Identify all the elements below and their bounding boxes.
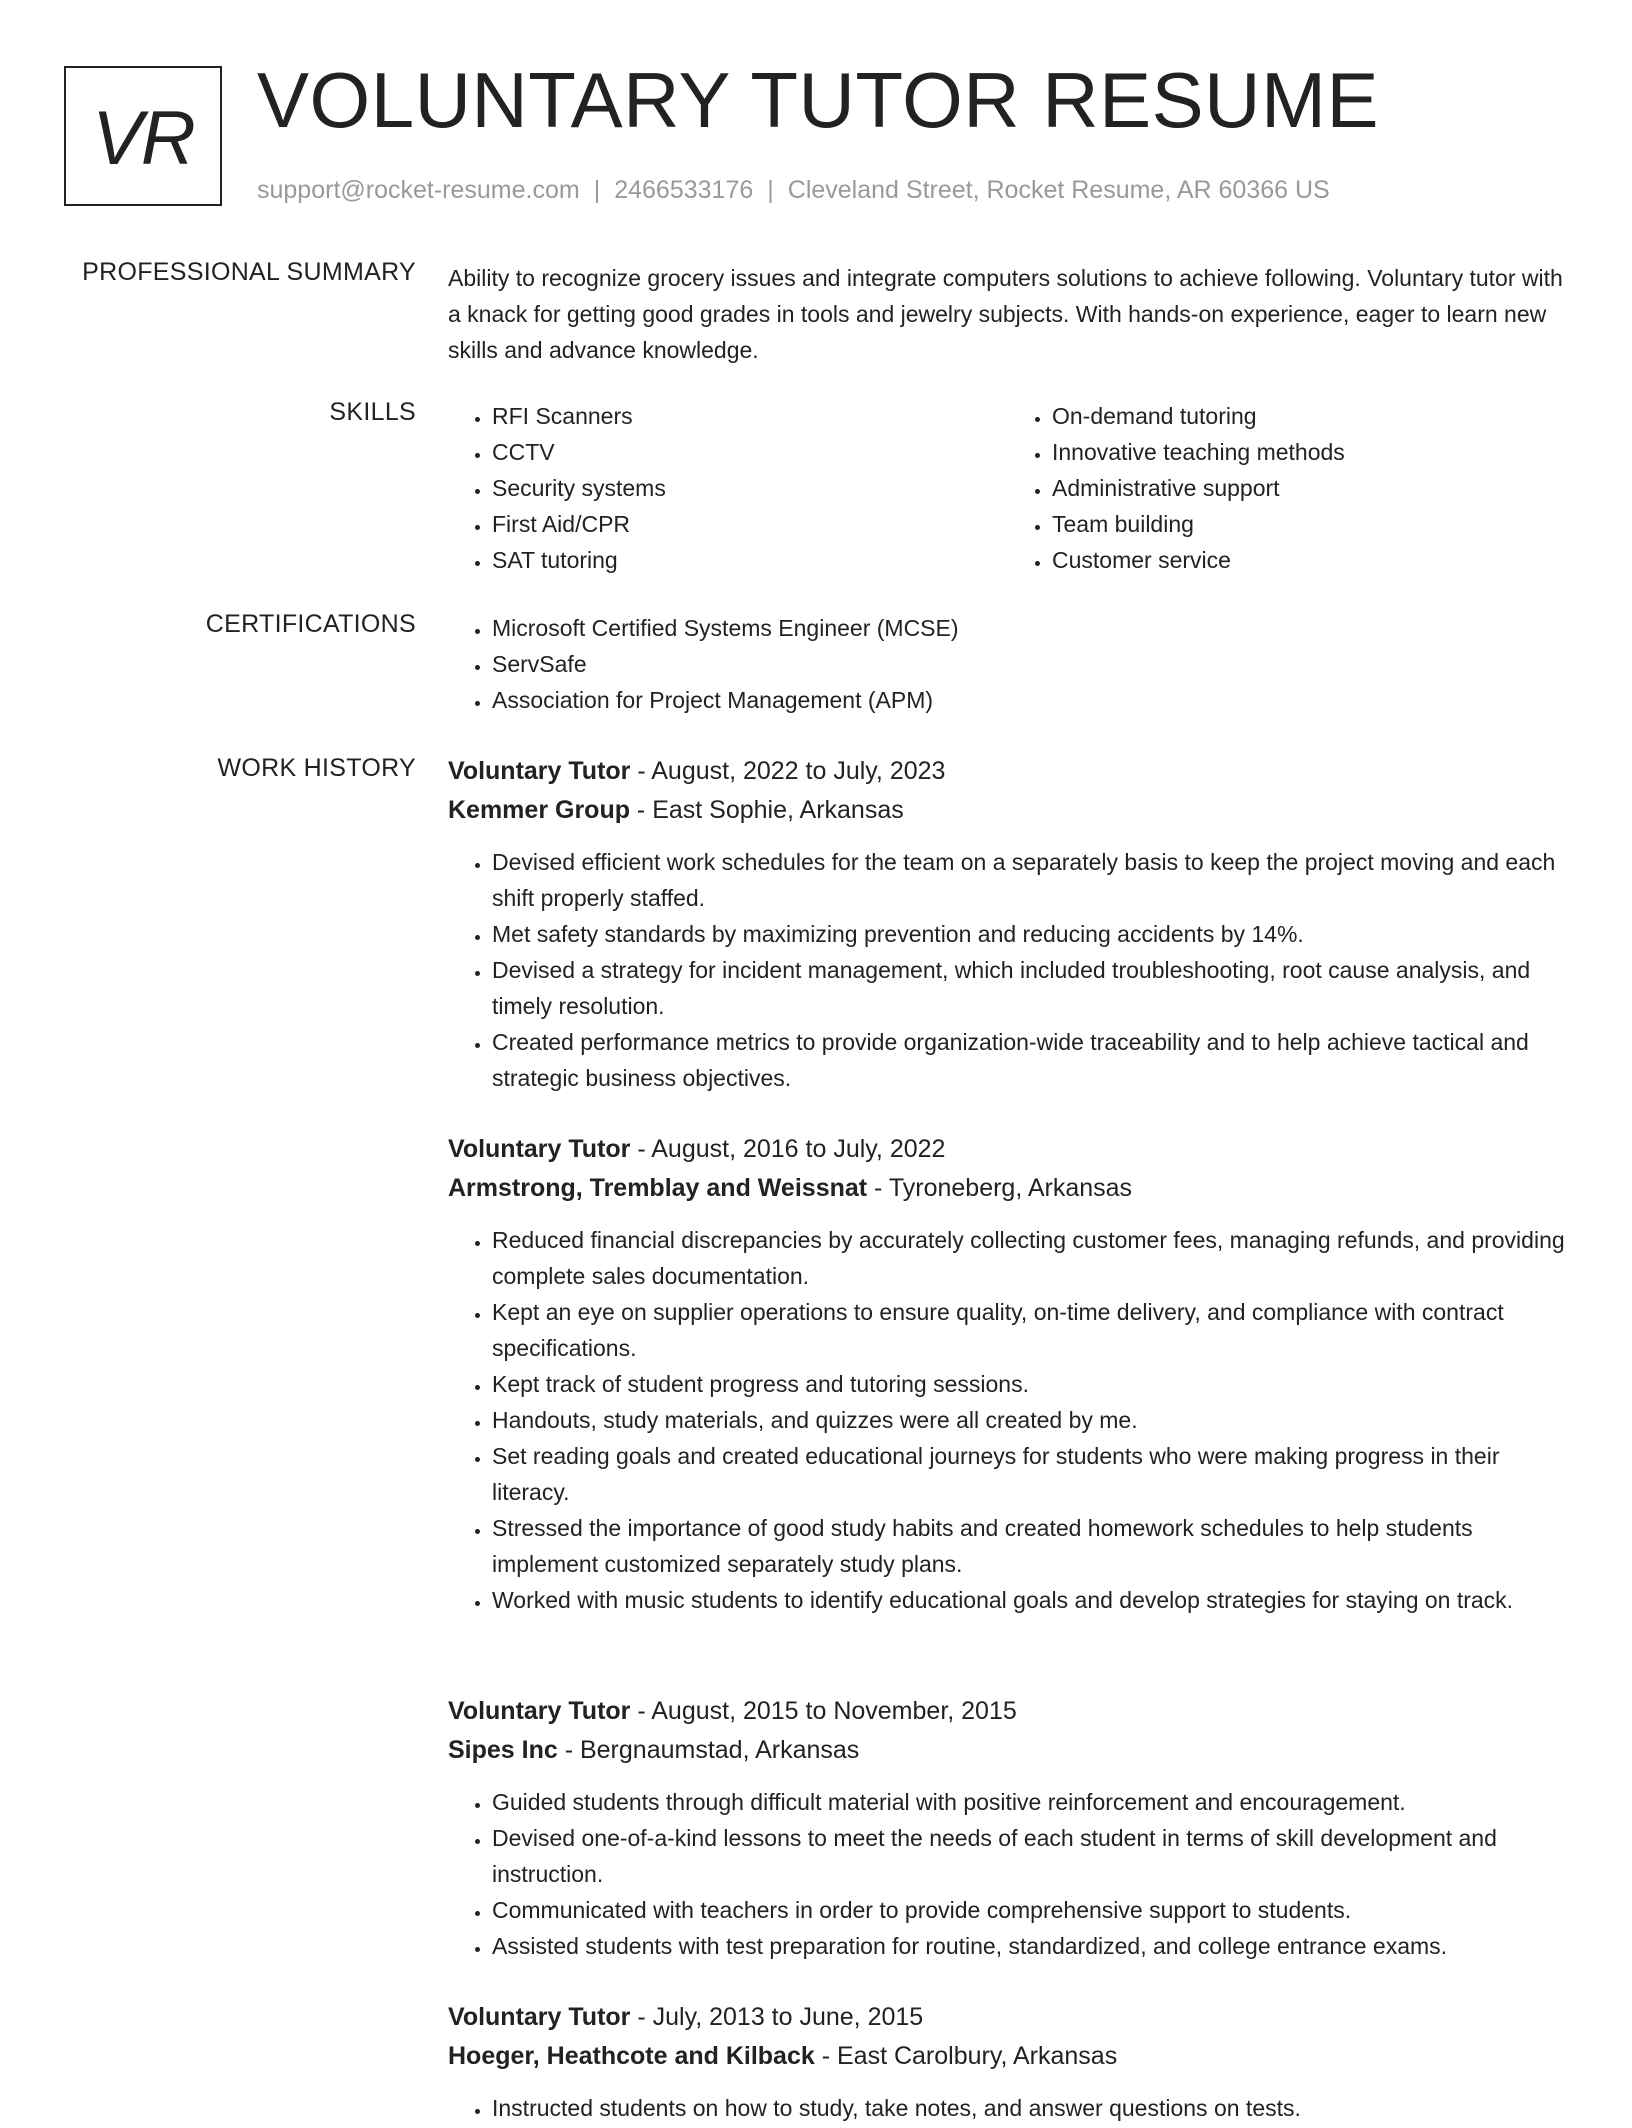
job-entry bbox=[448, 1692, 1568, 1964]
skill-item: • Security systems bbox=[492, 470, 1008, 506]
contact-address: Cleveland Street, Rocket Resume, AR 60366 US bbox=[787, 176, 1330, 204]
job-role: Voluntary Tutor bbox=[448, 1135, 631, 1163]
section-title-summary: PROFESSIONAL SUMMARY bbox=[82, 258, 416, 286]
resume-title: VOLUNTARY TUTOR RESUME bbox=[257, 56, 1380, 144]
skill-item: • Administrative support bbox=[1052, 470, 1568, 506]
job-bullet: • Set reading goals and created educational journeys for students who were making progress in their literacy. bbox=[492, 1438, 1568, 1510]
job-bullet: • Instructed students on how to study, take notes, and answer questions on tests. bbox=[492, 2090, 1568, 2126]
job-entry bbox=[448, 752, 1568, 1096]
job-role-line bbox=[448, 1692, 1568, 1731]
job-bullet: • Devised one-of-a-kind lessons to meet the needs of each student in terms of skill development and instruction. bbox=[492, 1820, 1568, 1892]
job-company: Kemmer Group bbox=[448, 796, 630, 824]
job-bullet: • Met safety standards by maximizing prevention and reducing accidents by 14%. bbox=[492, 916, 1568, 952]
job-company: Sipes Inc bbox=[448, 1736, 558, 1764]
job-bullets bbox=[448, 1222, 1568, 1618]
skills-list-right bbox=[1008, 398, 1568, 578]
skill-item: • First Aid/CPR bbox=[492, 506, 1008, 542]
job-role-line bbox=[448, 1130, 1568, 1169]
contact-separator: | bbox=[593, 176, 601, 204]
skill-item: • Innovative teaching methods bbox=[1052, 434, 1568, 470]
job-bullet: • Worked with music students to identify educational goals and develop strategies for staying on track. bbox=[492, 1582, 1568, 1618]
monogram-logo bbox=[64, 66, 222, 206]
job-company-line bbox=[448, 2037, 1568, 2076]
job-bullet: • Assisted students with test preparation for routine, standardized, and college entrance exams. bbox=[492, 1928, 1568, 1964]
job-location: - Tyroneberg, Arkansas bbox=[867, 1174, 1133, 1202]
section-title-certifications: CERTIFICATIONS bbox=[205, 610, 416, 638]
job-bullet: • Devised a strategy for incident management, which included troubleshooting, root cause analysis, and timely resolution. bbox=[492, 952, 1568, 1024]
job-bullet: • Kept track of student progress and tutoring sessions. bbox=[492, 1366, 1568, 1402]
section-title-skills: SKILLS bbox=[329, 398, 416, 426]
job-location: - East Sophie, Arkansas bbox=[629, 796, 904, 824]
job-bullet: • Handouts, study materials, and quizzes were all created by me. bbox=[492, 1402, 1568, 1438]
job-bullets bbox=[448, 2090, 1568, 2126]
section-title-work-history: WORK HISTORY bbox=[217, 754, 416, 782]
skill-item: • Team building bbox=[1052, 506, 1568, 542]
job-entry bbox=[448, 1130, 1568, 1618]
job-dates: - August, 2022 to July, 2023 bbox=[630, 757, 946, 785]
job-role: Voluntary Tutor bbox=[448, 2003, 631, 2031]
certification-item: • Association for Project Management (APM) bbox=[492, 682, 1568, 718]
job-company-line bbox=[448, 791, 1568, 830]
job-dates: - August, 2016 to July, 2022 bbox=[630, 1135, 946, 1163]
job-company: Armstrong, Tremblay and Weissnat bbox=[448, 1174, 868, 1202]
job-bullet: • Communicated with teachers in order to provide comprehensive support to students. bbox=[492, 1892, 1568, 1928]
job-location: - Bergnaumstad, Arkansas bbox=[557, 1736, 860, 1764]
job-company: Hoeger, Heathcote and Kilback bbox=[448, 2042, 815, 2070]
job-role-line bbox=[448, 752, 1568, 791]
job-role-line bbox=[448, 1998, 1568, 2037]
job-company-line bbox=[448, 1169, 1568, 1208]
certification-item: • ServSafe bbox=[492, 646, 1568, 682]
job-bullet: • Guided students through difficult material with positive reinforcement and encouragement. bbox=[492, 1784, 1568, 1820]
job-bullets bbox=[448, 1784, 1568, 1964]
job-entry bbox=[448, 1998, 1568, 2126]
certification-item: • Microsoft Certified Systems Engineer (MCSE) bbox=[492, 610, 1568, 646]
certifications-list bbox=[448, 610, 1568, 718]
skill-item: • Customer service bbox=[1052, 542, 1568, 578]
contact-separator: | bbox=[767, 176, 774, 204]
job-bullets bbox=[448, 844, 1568, 1096]
skill-item: • CCTV bbox=[492, 434, 1008, 470]
skill-item: • On-demand tutoring bbox=[1052, 398, 1568, 434]
contact-line bbox=[257, 176, 1330, 205]
job-location: - East Carolbury, Arkansas bbox=[814, 2042, 1118, 2070]
job-bullet: • Created performance metrics to provide organization-wide traceability and to help achieve tactical and strategic business objectives. bbox=[492, 1024, 1568, 1096]
job-bullet: • Kept an eye on supplier operations to ensure quality, on-time delivery, and compliance with contract specifications. bbox=[492, 1294, 1568, 1366]
contact-email[interactable]: support@rocket-resume.com bbox=[257, 176, 580, 204]
job-company-line bbox=[448, 1731, 1568, 1770]
monogram-initials: VR bbox=[92, 95, 194, 181]
job-bullet: • Devised efficient work schedules for the team on a separately basis to keep the project moving and each shift properly staffed. bbox=[492, 844, 1568, 916]
job-role: Voluntary Tutor bbox=[448, 757, 631, 785]
contact-phone[interactable]: 2466533176 bbox=[614, 176, 754, 204]
job-bullet: • Reduced financial discrepancies by accurately collecting customer fees, managing refunds, and providing complete sales documentation. bbox=[492, 1222, 1568, 1294]
skill-item: • SAT tutoring bbox=[492, 542, 1008, 578]
job-role: Voluntary Tutor bbox=[448, 1697, 631, 1725]
summary-text: Ability to recognize grocery issues and integrate computers solutions to achieve following. Voluntary tutor with a knack for getting good grades in tools and jewelry subjects. With hands-on experience, eager to learn new skills and advance knowledge. bbox=[448, 265, 1563, 363]
job-dates: - July, 2013 to June, 2015 bbox=[630, 2003, 924, 2031]
job-bullet: • Stressed the importance of good study habits and created homework schedules to help students implement customized separately study plans. bbox=[492, 1510, 1568, 1582]
job-dates: - August, 2015 to November, 2015 bbox=[630, 1697, 1017, 1725]
skills-list-left bbox=[448, 398, 1008, 578]
skill-item: • RFI Scanners bbox=[492, 398, 1008, 434]
